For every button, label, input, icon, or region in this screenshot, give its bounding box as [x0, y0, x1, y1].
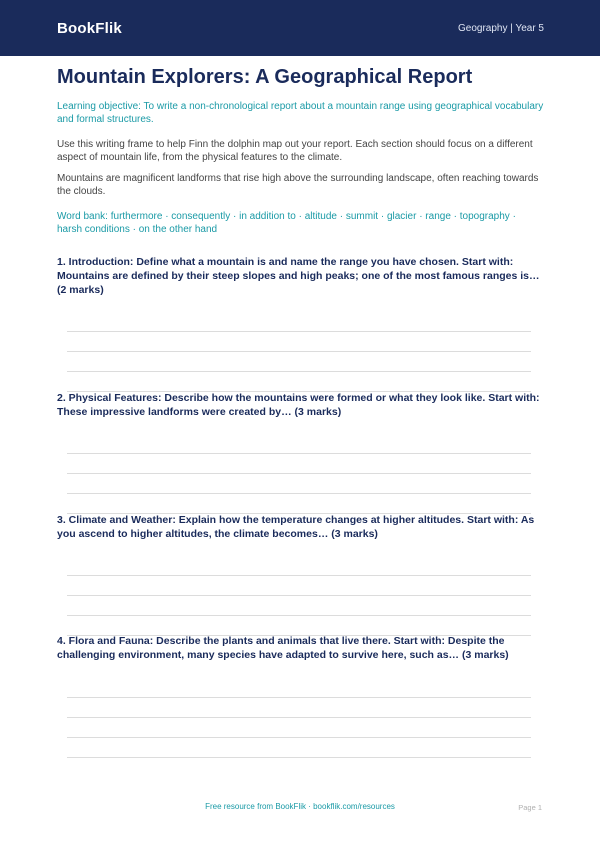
answer-line[interactable]: [67, 453, 531, 454]
answer-line[interactable]: [67, 493, 531, 494]
answer-line[interactable]: [67, 371, 531, 372]
intro-paragraph: Use this writing frame to help Finn the dolphin map out your report. Each section should focus on a different aspect of mountain life, from the physical features to the climate.: [57, 139, 533, 163]
question-prompt: 3. Climate and Weather: Explain how the temperature changes at higher altitudes. Start with: As you ascend to higher altitudes, the climate becomes… (3 marks): [57, 514, 535, 540]
question-prompt: 1. Introduction: Define what a mountain is and name the range you have chosen. Start with: Mountains are defined by their steep slopes and high peaks; one of the most famous ranges is… (2 marks): [57, 256, 540, 296]
page-number: Page 1: [518, 803, 542, 812]
answer-line[interactable]: [67, 697, 531, 698]
question-prompt: 2. Physical Features: Describe how the mountains were formed or what they look like. Start with: These impressive landforms were created by… (3 marks): [57, 392, 540, 418]
question-prompt: 4. Flora and Fauna: Describe the plants and animals that live there. Start with: Despite the challenging environment, many species have adapted to survive here, such as… (3 marks): [57, 635, 509, 661]
answer-line[interactable]: [67, 351, 531, 352]
answer-line[interactable]: [67, 473, 531, 474]
brand-logo-text[interactable]: BookFlik: [57, 19, 122, 37]
intro-paragraph: Mountains are magnificent landforms that rise high above the surrounding landscape, often reaching towards the clouds.: [57, 173, 539, 197]
answer-line[interactable]: [67, 737, 531, 738]
learning-objective: Learning objective: To write a non-chronological report about a mountain range using geographical vocabulary and formal structures.: [57, 101, 544, 125]
answer-line[interactable]: [67, 757, 531, 758]
answer-line[interactable]: [67, 575, 531, 576]
answer-line[interactable]: [67, 595, 531, 596]
subject-year-label: Geography | Year 5: [458, 22, 544, 34]
answer-line[interactable]: [67, 615, 531, 616]
word-bank: Word bank: furthermore · consequently · in addition to · altitude · summit · glacier · range · topography · harsh conditions · on the other hand: [57, 211, 516, 235]
page-header: [0, 0, 600, 56]
footer-resource-link[interactable]: Free resource from BookFlik · bookflik.com/resources: [205, 802, 395, 811]
answer-line[interactable]: [67, 331, 531, 332]
page-title: Mountain Explorers: A Geographical Report: [57, 66, 473, 88]
answer-line[interactable]: [67, 717, 531, 718]
